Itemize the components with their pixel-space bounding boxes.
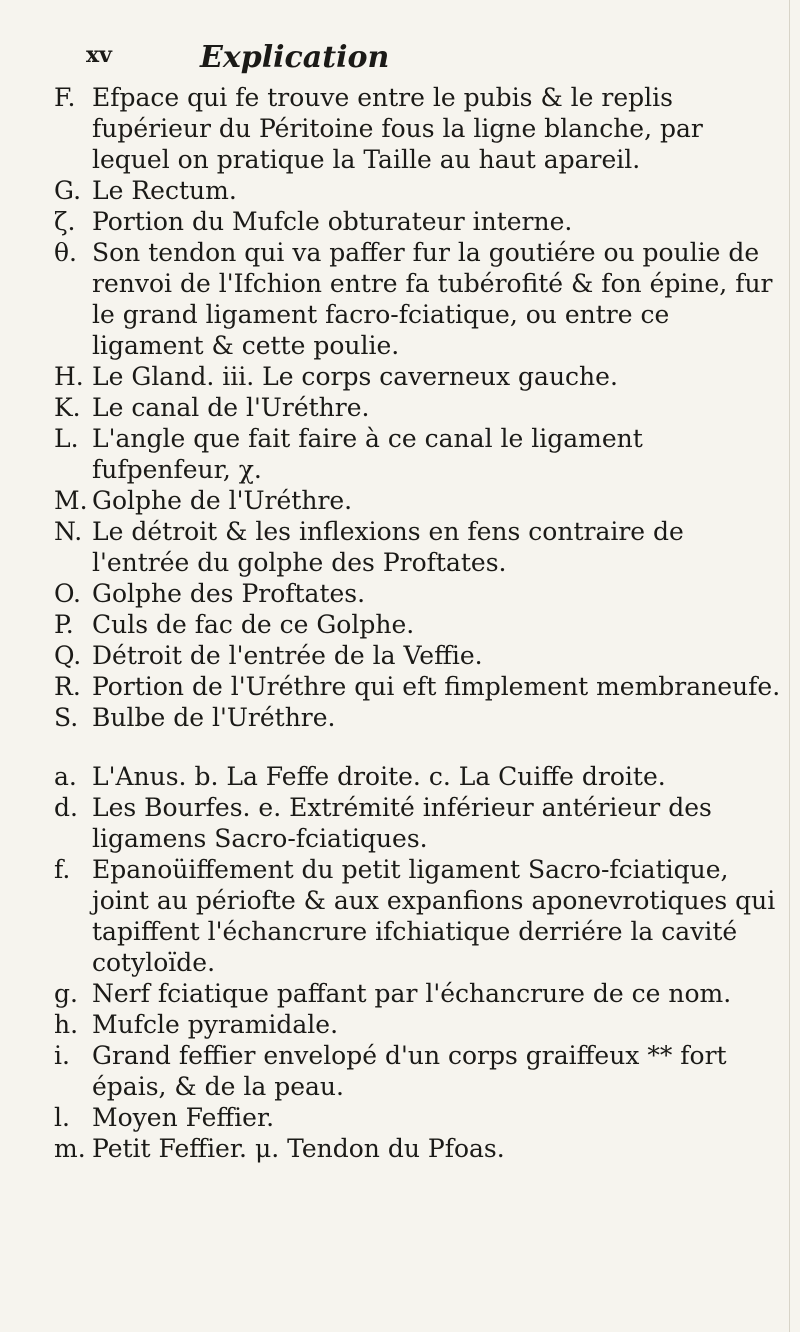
legend-text: Bulbe de l'Uréthre. xyxy=(92,703,336,732)
legend-entry xyxy=(52,702,782,733)
legend-text: Son tendon qui va paffer fur la goutiére ou poulie de renvoi de l'Ifchion entre fa tubérofité & fon épine, fur le grand ligament facro-fciatique, ou entre ce ligament & cette poulie. xyxy=(92,238,773,360)
legend-text: Culs de fac de ce Golphe. xyxy=(92,610,415,639)
legend-letter: L. xyxy=(54,424,79,453)
legend-entry xyxy=(52,1133,782,1164)
legend-text: Détroit de l'entrée de la Veffie. xyxy=(92,641,483,670)
legend-text: Golphe des Proftates. xyxy=(92,579,366,608)
legend-text: Nerf fciatique paffant par l'échancrure de ce nom. xyxy=(92,979,732,1008)
legend-text: Golphe de l'Uréthre. xyxy=(92,486,353,515)
legend-group-lower xyxy=(0,761,800,1164)
legend-entry xyxy=(52,1102,782,1133)
legend-entry xyxy=(52,1040,782,1102)
legend-letter: H. xyxy=(54,362,84,391)
legend-letter: l. xyxy=(54,1103,70,1132)
legend-letter: h. xyxy=(54,1010,79,1039)
section-gap xyxy=(0,733,800,761)
legend-text: Le Rectum. xyxy=(92,176,237,205)
legend-entry xyxy=(52,392,782,423)
legend-letter: S. xyxy=(54,703,79,732)
legend-text: Epanoüiffement du petit ligament Sacro-fciatique, joint au périofte & aux expanfions aponevrotiques qui tapiffent l'échancrure ifchiatique derriére la cavité cotyloïde. xyxy=(92,855,776,977)
legend-entry xyxy=(52,761,782,792)
legend-entry xyxy=(52,516,782,578)
page-number: xv xyxy=(86,42,112,68)
legend-text: Le canal de l'Uréthre. xyxy=(92,393,370,422)
legend-letter: ζ. xyxy=(54,207,76,236)
legend-entry xyxy=(52,237,782,361)
legend-text: Les Bourfes. e. Extrémité inférieur antérieur des ligamens Sacro-fciatiques. xyxy=(92,793,712,853)
legend-entry xyxy=(52,640,782,671)
legend-text: L'Anus. b. La Feffe droite. c. La Cuiffe droite. xyxy=(92,762,666,791)
legend-letter: g. xyxy=(54,979,78,1008)
legend-letter: Q. xyxy=(54,641,82,670)
legend-letter: N. xyxy=(54,517,83,546)
legend-text: L'angle que fait faire à ce canal le ligament fufpenfeur, χ. xyxy=(92,424,643,484)
legend-entry xyxy=(52,206,782,237)
legend-entry xyxy=(52,361,782,392)
legend-entry xyxy=(52,609,782,640)
legend-text: Moyen Feffier. xyxy=(92,1103,275,1132)
legend-text: Petit Feffier. μ. Tendon du Pfoas. xyxy=(92,1134,505,1163)
legend-letter: M. xyxy=(54,486,88,515)
legend-letter: θ. xyxy=(54,238,77,267)
legend-entry xyxy=(52,578,782,609)
page-title: Explication xyxy=(200,40,390,75)
legend-text: Mufcle pyramidale. xyxy=(92,1010,339,1039)
legend-letter: a. xyxy=(54,762,77,791)
legend-entry xyxy=(52,485,782,516)
legend-letter: F. xyxy=(54,83,76,112)
page-header xyxy=(60,40,760,80)
legend-letter: f. xyxy=(54,855,71,884)
legend-text: Grand feffier envelopé d'un corps graiffeux ** fort épais, & de la peau. xyxy=(92,1041,727,1101)
legend-entry xyxy=(52,854,782,978)
legend-letter: O. xyxy=(54,579,81,608)
legend-text: Le détroit & les inflexions en fens contraire de l'entrée du golphe des Proftates. xyxy=(92,517,684,577)
legend-entry xyxy=(52,423,782,485)
legend-list xyxy=(0,82,800,1164)
legend-group-upper xyxy=(0,82,800,733)
legend-letter: R. xyxy=(54,672,81,701)
legend-entry xyxy=(52,175,782,206)
legend-letter: G. xyxy=(54,176,82,205)
legend-letter: d. xyxy=(54,793,78,822)
legend-entry xyxy=(52,1009,782,1040)
legend-entry xyxy=(52,978,782,1009)
legend-text: Le Gland. iii. Le corps caverneux gauche. xyxy=(92,362,618,391)
legend-letter: K. xyxy=(54,393,81,422)
legend-letter: P. xyxy=(54,610,74,639)
legend-letter: m. xyxy=(54,1134,86,1163)
legend-entry xyxy=(52,671,782,702)
legend-letter: i. xyxy=(54,1041,70,1070)
legend-entry xyxy=(52,792,782,854)
legend-entry xyxy=(52,82,782,175)
legend-text: Efpace qui fe trouve entre le pubis & le replis fupérieur du Péritoine fous la ligne blanche, par lequel on pratique la Taille au haut apareil. xyxy=(92,83,703,174)
legend-text: Portion de l'Uréthre qui eft fimplement membraneufe. xyxy=(92,672,781,701)
legend-text: Portion du Mufcle obturateur interne. xyxy=(92,207,573,236)
